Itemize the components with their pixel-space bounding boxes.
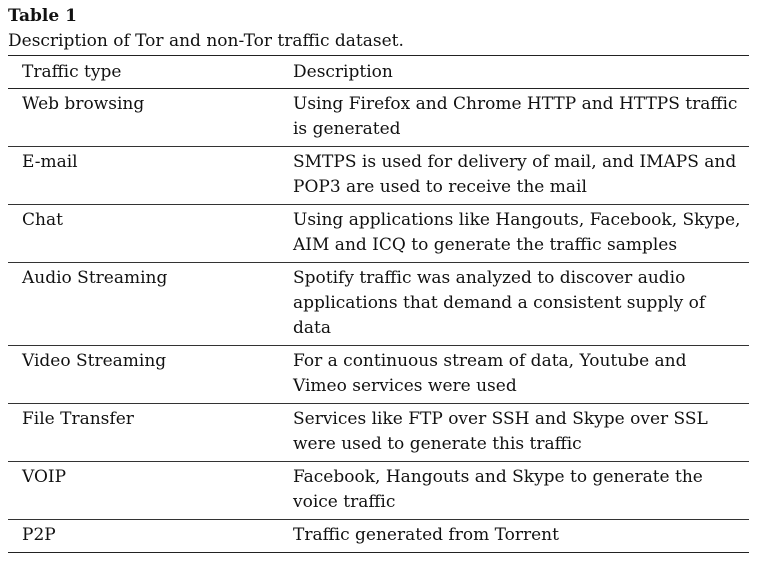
table-label: Table 1 [8, 6, 77, 26]
table-header-row [8, 56, 749, 89]
table-row [8, 147, 749, 205]
traffic-type-cell: Web browsing [22, 94, 145, 114]
traffic-type-cell: E-mail [22, 152, 78, 172]
traffic-type-cell: Video Streaming [22, 351, 167, 371]
table-row [8, 404, 749, 462]
description-cell: Traffic generated from Torrent [293, 525, 559, 545]
table-row [8, 520, 749, 553]
description-cell: SMTPS is used for delivery of mail, and IMAPS and POP3 are used to receive the mail [293, 152, 737, 197]
description-cell: Services like FTP over SSH and Skype over SSL were used to generate this traffic [293, 409, 708, 454]
traffic-dataset-table [8, 55, 749, 553]
table-row [8, 346, 749, 404]
header-traffic-type: Traffic type [22, 62, 122, 82]
header-description: Description [293, 62, 393, 82]
description-cell: Using applications like Hangouts, Facebook, Skype, AIM and ICQ to generate the traffic samples [293, 210, 741, 255]
table-caption: Description of Tor and non-Tor traffic dataset. [8, 31, 404, 51]
traffic-type-cell: P2P [22, 525, 56, 545]
table-row [8, 89, 749, 147]
table-row [8, 462, 749, 520]
traffic-type-cell: File Transfer [22, 409, 134, 429]
traffic-type-cell: Audio Streaming [22, 268, 168, 288]
table-row [8, 263, 749, 346]
traffic-type-cell: VOIP [22, 467, 67, 487]
description-cell: Using Firefox and Chrome HTTP and HTTPS traffic is generated [293, 94, 738, 139]
description-cell: For a continuous stream of data, Youtube and Vimeo services were used [293, 351, 687, 396]
table-row [8, 205, 749, 263]
description-cell: Facebook, Hangouts and Skype to generate the voice traffic [293, 467, 703, 512]
traffic-type-cell: Chat [22, 210, 63, 230]
description-cell: Spotify traffic was analyzed to discover audio applications that demand a consistent supply of data [293, 268, 706, 338]
